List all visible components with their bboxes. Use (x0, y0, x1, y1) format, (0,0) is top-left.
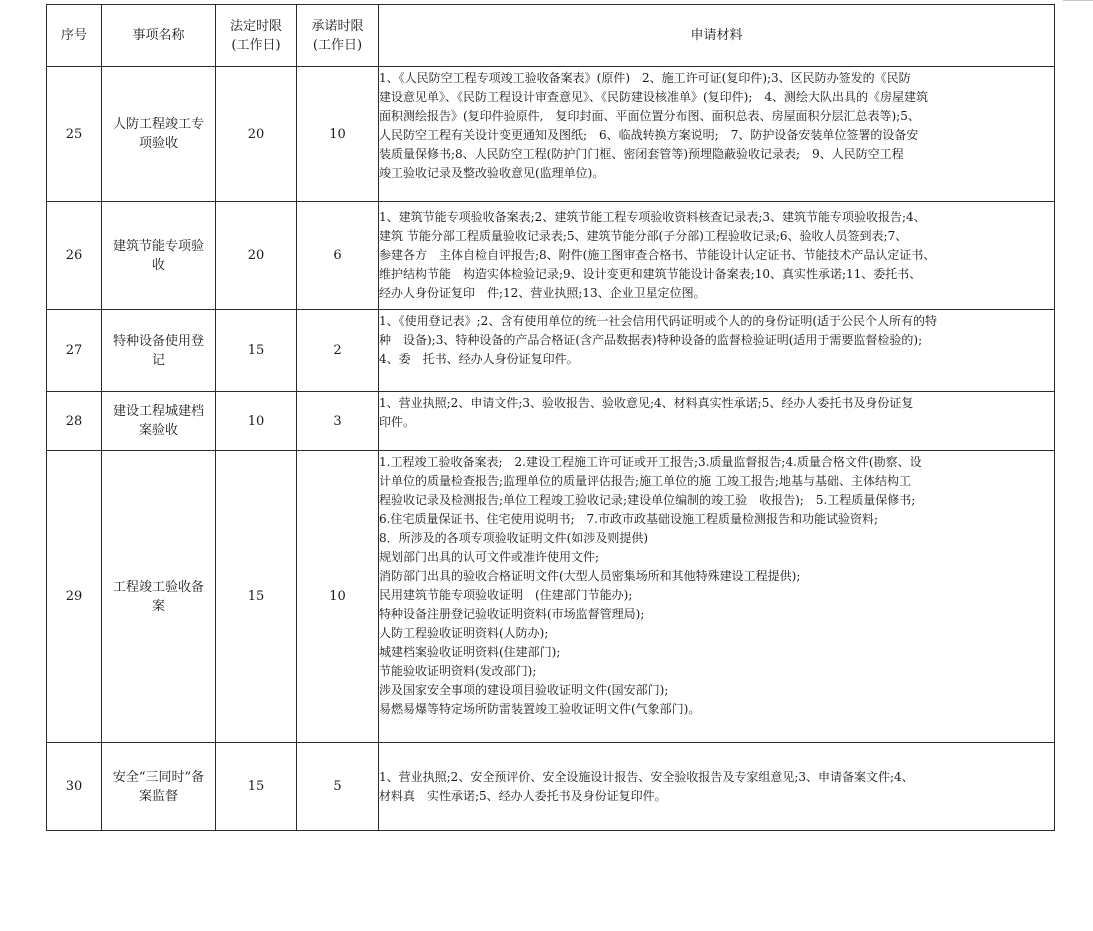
row-name (102, 310, 216, 392)
row-name-line: 项验收 (138, 136, 178, 151)
row-no: 30 (47, 743, 102, 831)
table-row (47, 67, 1055, 202)
row-no: 28 (47, 392, 102, 451)
row-promise-limit: 2 (297, 310, 379, 392)
row-name (102, 392, 216, 451)
header-name: 事项名称 (102, 5, 216, 67)
material-line: 消防部门出具的验收合格证明文件(大型人员密集场所和其他特殊建设工程提供); (379, 569, 801, 583)
material-line: 1、《使用登记表》;2、含有使用单位的统一社会信用代码证明或个人的的身份证明(适于公民个人所有的特 (379, 314, 937, 328)
material-line: 人民防空工程有关设计变更通知及图纸; 6、临战转换方案说明; 7、防护设备安装单位签署的设备安 (379, 128, 919, 142)
row-no: 25 (47, 67, 102, 202)
material-line: 1、《人民防空工程专项竣工验收备案表》(原件) 2、施工许可证(复印件);3、区民防办签发的《民防 (379, 71, 911, 85)
material-line: 竣工验收记录及整改验收意见(监理单位)。 (379, 166, 605, 180)
row-materials (379, 392, 1055, 451)
row-promise-limit: 5 (297, 743, 379, 831)
row-name-line: 收 (151, 257, 165, 273)
row-legal-limit: 20 (216, 202, 297, 310)
material-line: 民用建筑节能专项验收证明 (住建部门节能办); (379, 588, 633, 602)
material-line: 经办人身份证复印 件;12、营业执照;13、企业卫星定位图。 (379, 286, 706, 300)
row-materials (379, 67, 1055, 202)
header-promise-line2: (工作日) (312, 37, 363, 53)
table-row (47, 451, 1055, 743)
row-legal-limit: 10 (216, 392, 297, 451)
material-line: 面积测绘报告》(复印件验原件, 复印封面、平面位置分布图、面积总表、房屋面积分层汇总表等);5、 (379, 109, 920, 123)
row-promise-limit: 6 (297, 202, 379, 310)
page-corner-line (1063, 0, 1093, 2)
row-name-line: 特种设备使用登 (112, 333, 204, 349)
row-no: 29 (47, 451, 102, 743)
approval-items-table (46, 4, 1055, 831)
row-name-line: 案监督 (138, 788, 178, 804)
header-legal-line1: 法定时限 (229, 18, 282, 34)
material-line: 城建档案验收证明资料(住建部门); (379, 645, 561, 659)
row-materials (379, 310, 1055, 392)
header-legal-limit (216, 5, 297, 67)
material-line: 程验收记录及检测报告;单位工程竣工验收记录;建设单位编制的竣工验 收报告); 5.工程质量保修书; (379, 493, 916, 507)
material-line: 6.住宅质量保证书、住宅使用说明书; 7.市政市政基础设施工程质量检测报告和功能试验资料; (379, 512, 878, 526)
material-line: 节能验收证明资料(发改部门); (379, 664, 537, 678)
header-no: 序号 (47, 5, 102, 67)
material-line: 建设意见单》、《民防工程设计审查意见》、《民防建设核准单》(复印件); 4、测绘大队出具的《房屋建筑 (379, 90, 929, 104)
row-name (102, 451, 216, 743)
material-line: 1、建筑节能专项验收备案表;2、建筑节能工程专项验收资料核查记录表;3、建筑节能专项验收报告;4、 (379, 210, 926, 224)
header-promise-limit (297, 5, 379, 67)
row-materials (379, 202, 1055, 310)
row-promise-limit: 10 (297, 451, 379, 743)
material-line: 4、委 托书、经办人身份证复印件。 (379, 352, 579, 366)
table-row (47, 202, 1055, 310)
row-name (102, 67, 216, 202)
material-line: 种 设备);3、特种设备的产品合格证(含产品数据表)特种设备的监督检验证明(适用于需要监督检验的); (379, 333, 923, 347)
row-name (102, 202, 216, 310)
material-line: 1、营业执照;2、安全预评价、安全设施设计报告、安全验收报告及专家组意见;3、申请备案文件;4、 (379, 769, 914, 784)
row-name-line: 建设工程城建档 (112, 404, 204, 419)
row-no: 26 (47, 202, 102, 310)
header-materials: 申请材料 (379, 5, 1055, 67)
row-name-line: 建筑节能专项验 (112, 238, 204, 254)
row-legal-limit: 20 (216, 67, 297, 202)
table-header-row (47, 5, 1055, 67)
material-line: 易燃易爆等特定场所防雷装置竣工验收证明文件(气象部门)。 (379, 702, 701, 716)
row-legal-limit: 15 (216, 743, 297, 831)
table-row (47, 392, 1055, 451)
row-name (102, 743, 216, 831)
material-line: 材料真 实性承诺;5、经办人委托书及身份证复印件。 (379, 788, 667, 803)
material-line: 印件。 (379, 415, 416, 429)
row-no: 27 (47, 310, 102, 392)
material-line: 8．所涉及的各项专项验收证明文件(如涉及则提供) (379, 531, 648, 545)
material-line: 1.工程竣工验收备案表; 2.建设工程施工许可证或开工报告;3.质量监督报告;4.质量合格文件(勘察、设 (379, 455, 922, 469)
row-promise-limit: 10 (297, 67, 379, 202)
material-line: 1、营业执照;2、申请文件;3、验收报告、验收意见;4、材料真实性承诺;5、经办人委托书及身份证复 (379, 396, 914, 410)
row-name-line: 案验收 (138, 423, 178, 438)
material-line: 建筑 节能分部工程质量验收记录表;5、建筑节能分部(子分部)工程验收记录;6、验收人员签到表;7、 (379, 229, 908, 243)
row-name-line: 记 (151, 352, 165, 368)
material-line: 维护结构节能 构造实体检验记录;9、设计变更和建筑节能设计备案表;10、真实性承诺;11、委托书、 (379, 267, 922, 281)
row-materials (379, 451, 1055, 743)
material-line: 规划部门出具的认可文件或准许使用文件; (379, 550, 600, 564)
row-materials (379, 743, 1055, 831)
row-legal-limit: 15 (216, 310, 297, 392)
material-line: 特种设备注册登记验收证明资料(市场监督管理局); (379, 607, 645, 621)
header-promise-line1: 承诺时限 (311, 18, 364, 34)
row-legal-limit: 15 (216, 451, 297, 743)
row-name-line: 安全“三同时”备 (112, 769, 205, 785)
material-line: 人防工程验收证明资料(人防办); (379, 626, 549, 640)
table-row (47, 743, 1055, 831)
material-line: 涉及国家安全事项的建设项目验收证明文件(国安部门); (379, 683, 669, 697)
material-line: 装质量保修书;8、人民防空工程(防护门门框、密闭套管等)预埋隐蔽验收记录表; 9、人民防空工程 (379, 147, 904, 161)
table-row (47, 310, 1055, 392)
row-promise-limit: 3 (297, 392, 379, 451)
row-name-line: 案 (151, 598, 165, 614)
material-line: 参建各方 主体自检自评报告;8、附件(施工图审查合格书、节能设计认定证书、节能技术产品认定证书、 (379, 248, 936, 262)
material-line: 计单位的质量检查报告;监理单位的质量评估报告;施工单位的施 工竣工报告;地基与基础、主体结构工 (379, 474, 911, 488)
row-name-line: 工程竣工验收备 (112, 579, 204, 595)
row-name-line: 人防工程竣工专 (112, 117, 204, 132)
header-legal-line2: (工作日) (231, 37, 281, 53)
